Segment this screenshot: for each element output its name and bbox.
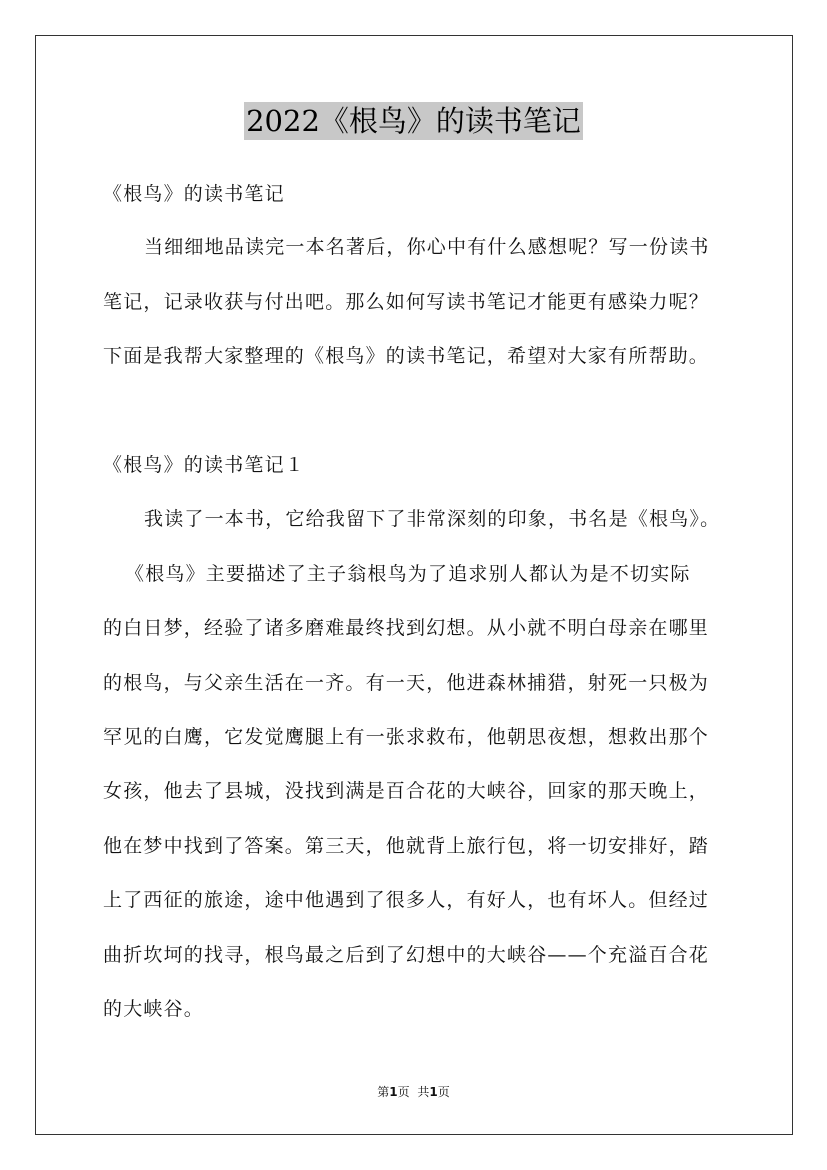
footer-total-suffix: 页 [437, 1085, 450, 1099]
body-line-4: 的根鸟，与父亲生活在一齐。有一天，他进森林捕猎，射死一只极为 [103, 672, 710, 694]
document-subtitle: 《根鸟》的读书笔记 [103, 183, 285, 205]
footer-total-pages: 1 [429, 1085, 438, 1099]
document-title: 2022《根鸟》的读书笔记 [246, 104, 581, 138]
body-line-5: 罕见的白鹰，它发觉鹰腿上有一张求救布，他朝思夜想，想救出那个 [103, 726, 710, 748]
body-line-6: 女孩，他去了县城，没找到满是百合花的大峡谷，回家的那天晚上， [103, 780, 710, 802]
footer-page-number: 1 [389, 1085, 398, 1099]
intro-line-1: 当细细地品读完一本名著后，你心中有什么感想呢？写一份读书 [144, 236, 710, 258]
body-line-10: 的大峡谷。 [103, 998, 205, 1020]
page-footer [0, 1084, 827, 1100]
body-line-3: 的白日梦，经验了诸多磨难最终找到幻想。从小就不明白母亲在哪里 [103, 617, 710, 639]
body-line-9: 曲折坎坷的找寻，根鸟最之后到了幻想中的大峡谷——个充溢百合花 [103, 944, 710, 966]
body-line-8: 上了西征的旅途，途中他遇到了很多人，有好人，也有坏人。但经过 [103, 889, 710, 911]
footer-page-suffix: 页 [397, 1085, 410, 1099]
footer-prefix: 第 [377, 1085, 390, 1099]
section-heading: 《根鸟》的读书笔记１ [103, 454, 306, 476]
intro-line-3: 下面是我帮大家整理的《根鸟》的读书笔记，希望对大家有所帮助。 [103, 345, 710, 367]
body-line-7: 他在梦中找到了答案。第三天，他就背上旅行包，将一切安排好，踏 [103, 835, 710, 857]
footer-total-prefix: 共 [417, 1085, 430, 1099]
body-line-1: 我读了一本书，它给我留下了非常深刻的印象，书名是《根鸟》。 [144, 508, 721, 530]
title-wrap [0, 102, 827, 140]
intro-line-2: 笔记，记录收获与付出吧。那么如何写读书笔记才能更有感染力呢？ [103, 291, 710, 313]
body-line-2: 《根鸟》主要描述了主子翁根鸟为了追求别人都认为是不切实际 [125, 563, 691, 585]
